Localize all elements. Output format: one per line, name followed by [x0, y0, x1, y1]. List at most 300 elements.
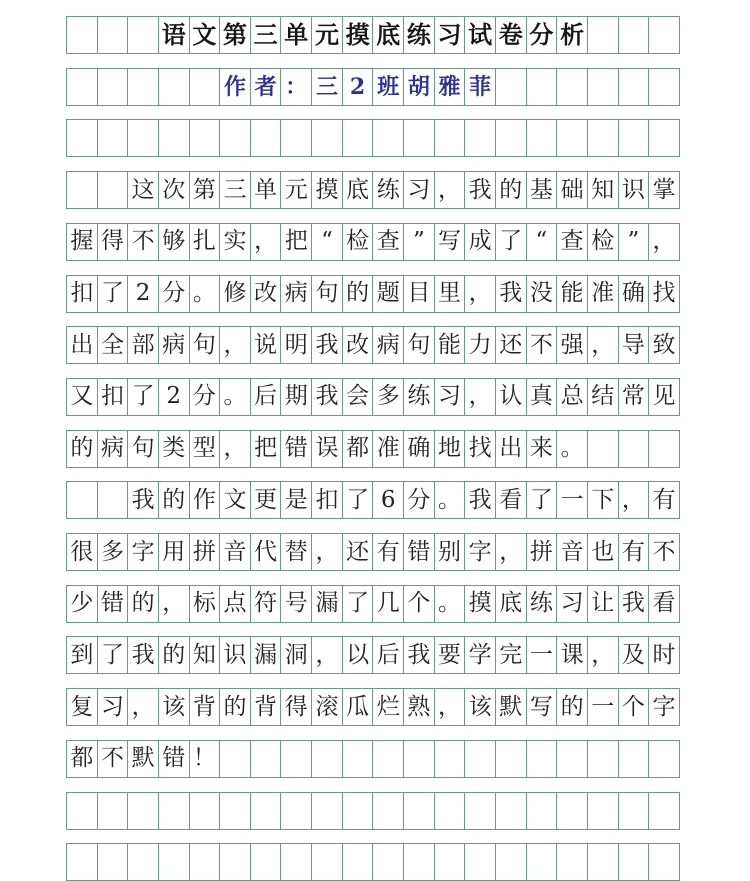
grid-cell-character: 让	[588, 586, 619, 622]
grid-cell-character: 会	[343, 379, 374, 415]
paragraph-1-line	[66, 326, 680, 364]
grid-cell-character: 作	[190, 482, 221, 518]
grid-cell-character: 还	[343, 534, 374, 570]
grid-cell-character: ”	[619, 224, 650, 260]
grid-cell-character: 漏	[251, 637, 282, 673]
grid-cell-empty	[619, 120, 650, 156]
grid-cell-character: 我	[496, 276, 527, 312]
grid-cell-character: 菲	[465, 69, 496, 105]
paragraph-1-line	[66, 275, 680, 313]
grid-cell-character: 确	[619, 276, 650, 312]
grid-cell-character: 要	[435, 637, 466, 673]
grid-cell-empty	[619, 17, 650, 53]
grid-cell-character: 明	[281, 327, 312, 363]
grid-cell-empty	[343, 741, 374, 777]
grid-cell-character: 成	[465, 224, 496, 260]
grid-cell-empty	[281, 844, 312, 880]
grid-cell-empty	[619, 741, 650, 777]
grid-cell-character: 够	[159, 224, 190, 260]
grid-cell-character: 别	[435, 534, 466, 570]
grid-cell-character: 结	[588, 379, 619, 415]
grid-cell-character: 2	[343, 69, 374, 105]
grid-cell-character: 我	[404, 637, 435, 673]
grid-cell-character: 一	[588, 689, 619, 725]
grid-cell-character: 句	[128, 431, 159, 467]
grid-cell-empty	[281, 120, 312, 156]
grid-cell-empty	[496, 69, 527, 105]
grid-cell-character: 分	[190, 379, 221, 415]
grid-cell-character: 单	[251, 172, 282, 208]
grid-cell-character: 烂	[373, 689, 404, 725]
grid-cell-empty	[373, 793, 404, 829]
grid-cell-empty	[67, 482, 98, 518]
grid-cell-character: 第	[220, 17, 251, 53]
grid-cell-character: 第	[190, 172, 221, 208]
blank-row	[66, 843, 680, 881]
grid-cell-character: ，	[128, 689, 159, 725]
grid-cell-character: 出	[67, 327, 98, 363]
grid-cell-character: 扎	[190, 224, 221, 260]
grid-cell-character: 期	[281, 379, 312, 415]
grid-cell-empty	[159, 120, 190, 156]
grid-cell-character: 语	[159, 17, 190, 53]
grid-cell-character: 改	[343, 327, 374, 363]
grid-cell-character: 扣	[312, 482, 343, 518]
grid-cell-character: 扣	[67, 276, 98, 312]
grid-cell-character: 文	[220, 482, 251, 518]
grid-cell-character: 。	[557, 431, 588, 467]
grid-cell-character: 少	[67, 586, 98, 622]
grid-cell-empty	[190, 69, 221, 105]
grid-cell-empty	[281, 741, 312, 777]
grid-cell-empty	[373, 844, 404, 880]
grid-cell-character: 的	[496, 172, 527, 208]
grid-cell-empty	[159, 844, 190, 880]
grid-cell-character: 一	[557, 482, 588, 518]
grid-cell-character: 能	[435, 327, 466, 363]
grid-cell-empty	[159, 69, 190, 105]
grid-cell-character: 文	[190, 17, 221, 53]
grid-cell-empty	[557, 741, 588, 777]
grid-cell-character: 修	[220, 276, 251, 312]
grid-cell-character: 的	[343, 276, 374, 312]
grid-cell-empty	[404, 793, 435, 829]
grid-cell-character: 见	[649, 379, 680, 415]
grid-cell-character: 识	[220, 637, 251, 673]
grid-cell-character: 导	[619, 327, 650, 363]
grid-cell-character: 元	[312, 17, 343, 53]
grid-cell-character: 病	[98, 431, 129, 467]
grid-cell-character: 错	[404, 534, 435, 570]
grid-cell-character: 元	[281, 172, 312, 208]
grid-cell-character: 说	[251, 327, 282, 363]
grid-cell-character: 出	[496, 431, 527, 467]
grid-cell-empty	[496, 120, 527, 156]
grid-cell-empty	[343, 793, 374, 829]
grid-cell-character: 总	[557, 379, 588, 415]
grid-cell-character: 把	[251, 431, 282, 467]
grid-cell-empty	[128, 69, 159, 105]
grid-cell-character: 背	[251, 689, 282, 725]
grid-cell-empty	[251, 793, 282, 829]
grid-cell-character: 三	[312, 69, 343, 105]
grid-cell-character: 漏	[312, 586, 343, 622]
paragraph-2-line	[66, 740, 680, 778]
grid-cell-character: 熟	[404, 689, 435, 725]
grid-cell-empty	[649, 431, 680, 467]
grid-cell-character: 习	[557, 586, 588, 622]
grid-cell-empty	[343, 844, 374, 880]
grid-cell-character: 错	[281, 431, 312, 467]
grid-cell-empty	[67, 17, 98, 53]
grid-cell-character: ，	[588, 327, 619, 363]
grid-cell-empty	[190, 844, 221, 880]
author-row	[66, 68, 680, 106]
grid-cell-character: 看	[496, 482, 527, 518]
grid-cell-character: 基	[527, 172, 558, 208]
grid-cell-character: 卷	[496, 17, 527, 53]
grid-cell-empty	[496, 793, 527, 829]
grid-cell-character: ，	[312, 534, 343, 570]
grid-cell-character: 了	[98, 276, 129, 312]
grid-cell-empty	[649, 741, 680, 777]
grid-cell-character: 洞	[281, 637, 312, 673]
grid-cell-character: 练	[373, 172, 404, 208]
grid-cell-empty	[220, 844, 251, 880]
grid-cell-character: 真	[527, 379, 558, 415]
grid-cell-character: ，	[251, 224, 282, 260]
grid-cell-character: 错	[159, 741, 190, 777]
grid-cell-empty	[67, 120, 98, 156]
grid-cell-character: 点	[220, 586, 251, 622]
grid-cell-character: 里	[435, 276, 466, 312]
grid-cell-empty	[67, 793, 98, 829]
grid-cell-character: 有	[619, 534, 650, 570]
grid-cell-character: 替	[281, 534, 312, 570]
grid-cell-character: 题	[373, 276, 404, 312]
grid-cell-character: 握	[67, 224, 98, 260]
grid-cell-character: ！	[190, 741, 221, 777]
grid-cell-empty	[98, 69, 129, 105]
grid-cell-character: 代	[251, 534, 282, 570]
grid-cell-character: 该	[465, 689, 496, 725]
grid-cell-character: 号	[281, 586, 312, 622]
grid-cell-character: 错	[98, 586, 129, 622]
grid-cell-character: 查	[373, 224, 404, 260]
grid-cell-character: 到	[67, 637, 98, 673]
grid-cell-character: 致	[649, 327, 680, 363]
grid-cell-empty	[649, 844, 680, 880]
grid-cell-character: 拼	[527, 534, 558, 570]
grid-cell-empty	[251, 741, 282, 777]
grid-cell-character: 部	[128, 327, 159, 363]
grid-cell-character: ，	[588, 637, 619, 673]
grid-cell-character: 者	[251, 69, 282, 105]
grid-cell-empty	[557, 793, 588, 829]
grid-cell-empty	[67, 844, 98, 880]
paragraph-1-line	[66, 430, 680, 468]
grid-cell-empty	[128, 120, 159, 156]
title-row	[66, 16, 680, 54]
grid-cell-character: 改	[251, 276, 282, 312]
grid-cell-character: ，	[435, 172, 466, 208]
grid-cell-character: 不	[128, 224, 159, 260]
grid-cell-empty	[588, 120, 619, 156]
grid-cell-character: 识	[619, 172, 650, 208]
grid-cell-character: 还	[496, 327, 527, 363]
grid-cell-empty	[527, 844, 558, 880]
grid-cell-character: 三	[220, 172, 251, 208]
grid-cell-empty	[588, 793, 619, 829]
grid-cell-character: 作	[220, 69, 251, 105]
grid-cell-character: 练	[404, 17, 435, 53]
grid-cell-character: 的	[220, 689, 251, 725]
grid-cell-character: 分	[159, 276, 190, 312]
grid-cell-character: 习	[98, 689, 129, 725]
grid-cell-empty	[588, 17, 619, 53]
grid-cell-character: 个	[404, 586, 435, 622]
grid-cell-character: ，	[496, 534, 527, 570]
grid-cell-character: 都	[343, 431, 374, 467]
grid-cell-character: 了	[527, 482, 558, 518]
grid-cell-empty	[404, 844, 435, 880]
grid-cell-character: 不	[649, 534, 680, 570]
grid-cell-character: 了	[128, 379, 159, 415]
grid-cell-empty	[649, 793, 680, 829]
grid-cell-character: 我	[128, 637, 159, 673]
grid-cell-empty	[220, 120, 251, 156]
grid-cell-empty	[251, 120, 282, 156]
grid-cell-character: ，	[220, 431, 251, 467]
grid-cell-character: 析	[557, 17, 588, 53]
grid-cell-empty	[98, 793, 129, 829]
grid-cell-character: 。	[220, 379, 251, 415]
grid-cell-character: ，	[435, 689, 466, 725]
grid-cell-character: 得	[281, 689, 312, 725]
grid-cell-character: 课	[557, 637, 588, 673]
grid-cell-character: 。	[435, 482, 466, 518]
grid-cell-character: 句	[312, 276, 343, 312]
grid-cell-empty	[496, 844, 527, 880]
grid-cell-character: 检	[588, 224, 619, 260]
grid-cell-character: 的	[67, 431, 98, 467]
grid-cell-empty	[67, 69, 98, 105]
grid-cell-character: 习	[404, 172, 435, 208]
grid-cell-character: 符	[251, 586, 282, 622]
grid-cell-character: 把	[281, 224, 312, 260]
grid-cell-character: 习	[435, 379, 466, 415]
grid-cell-character: 有	[649, 482, 680, 518]
grid-cell-character: ，	[220, 327, 251, 363]
paragraph-2-line	[66, 636, 680, 674]
grid-cell-character: 用	[159, 534, 190, 570]
grid-cell-character: 滚	[312, 689, 343, 725]
grid-cell-character: 单	[281, 17, 312, 53]
grid-cell-empty	[128, 793, 159, 829]
grid-cell-character: 几	[373, 586, 404, 622]
grid-cell-character: 了	[343, 586, 374, 622]
grid-cell-character: 检	[343, 224, 374, 260]
grid-cell-empty	[465, 120, 496, 156]
grid-cell-empty	[527, 741, 558, 777]
grid-cell-character: 全	[98, 327, 129, 363]
grid-cell-character: 字	[128, 534, 159, 570]
grid-cell-character: 查	[557, 224, 588, 260]
grid-cell-character: 得	[98, 224, 129, 260]
grid-cell-character: “	[527, 224, 558, 260]
grid-cell-empty	[404, 120, 435, 156]
paragraph-2-line	[66, 533, 680, 571]
grid-cell-empty	[67, 172, 98, 208]
grid-cell-character: 底	[496, 586, 527, 622]
grid-cell-character: 三	[251, 17, 282, 53]
grid-cell-character: 写	[527, 689, 558, 725]
grid-cell-character: 句	[190, 327, 221, 363]
grid-cell-character: 字	[465, 534, 496, 570]
grid-cell-character: 以	[343, 637, 374, 673]
grid-cell-character: 目	[404, 276, 435, 312]
grid-cell-character: 病	[281, 276, 312, 312]
grid-cell-empty	[435, 793, 466, 829]
grid-cell-character: 班	[373, 69, 404, 105]
grid-cell-character: 扣	[98, 379, 129, 415]
grid-cell-empty	[527, 120, 558, 156]
grid-cell-character: ，	[465, 379, 496, 415]
grid-cell-character: 的	[159, 637, 190, 673]
grid-cell-character: 胡	[404, 69, 435, 105]
grid-cell-character: 摸	[312, 172, 343, 208]
grid-cell-empty	[649, 17, 680, 53]
grid-cell-empty	[619, 793, 650, 829]
grid-cell-character: 音	[220, 534, 251, 570]
grid-cell-empty	[588, 741, 619, 777]
grid-cell-empty	[527, 69, 558, 105]
grid-cell-character: 后	[373, 637, 404, 673]
paragraph-1-line	[66, 223, 680, 261]
grid-cell-empty	[159, 793, 190, 829]
paragraph-1-line	[66, 171, 680, 209]
grid-cell-character: 也	[588, 534, 619, 570]
grid-cell-character: 类	[159, 431, 190, 467]
grid-cell-character: 2	[128, 276, 159, 312]
grid-cell-character: 的	[557, 689, 588, 725]
grid-cell-character: 确	[404, 431, 435, 467]
grid-cell-character: 默	[128, 741, 159, 777]
grid-cell-character: 复	[67, 689, 98, 725]
grid-cell-empty	[190, 793, 221, 829]
grid-cell-character: 找	[649, 276, 680, 312]
grid-cell-empty	[649, 120, 680, 156]
grid-cell-empty	[496, 741, 527, 777]
grid-cell-character: 知	[190, 637, 221, 673]
grid-cell-empty	[220, 793, 251, 829]
grid-cell-character: 练	[527, 586, 558, 622]
grid-cell-character: 6	[373, 482, 404, 518]
grid-cell-character: 2	[159, 379, 190, 415]
paragraph-2-line	[66, 481, 680, 519]
grid-cell-character: 音	[557, 534, 588, 570]
grid-cell-character: 了	[343, 482, 374, 518]
grid-cell-character: 这	[128, 172, 159, 208]
grid-cell-character: 分	[527, 17, 558, 53]
grid-cell-empty	[588, 69, 619, 105]
grid-cell-empty	[98, 482, 129, 518]
grid-cell-character: 实	[220, 224, 251, 260]
grid-cell-character: ：	[281, 69, 312, 105]
grid-cell-character: 看	[649, 586, 680, 622]
grid-cell-character: 该	[159, 689, 190, 725]
grid-cell-empty	[588, 844, 619, 880]
grid-cell-character: 时	[649, 637, 680, 673]
grid-cell-character: 准	[373, 431, 404, 467]
grid-cell-character: 是	[281, 482, 312, 518]
grid-cell-character: 学	[465, 637, 496, 673]
grid-cell-character: 。	[435, 586, 466, 622]
grid-cell-empty	[404, 741, 435, 777]
grid-cell-character: 我	[465, 482, 496, 518]
grid-cell-character: 句	[404, 327, 435, 363]
grid-cell-character: 强	[557, 327, 588, 363]
grid-cell-character: 下	[588, 482, 619, 518]
grid-cell-empty	[527, 793, 558, 829]
grid-cell-character: 摸	[343, 17, 374, 53]
grid-cell-character: 不	[527, 327, 558, 363]
grid-cell-empty	[312, 741, 343, 777]
grid-cell-empty	[435, 741, 466, 777]
grid-cell-empty	[281, 793, 312, 829]
grid-cell-character: 写	[435, 224, 466, 260]
grid-cell-character: 更	[251, 482, 282, 518]
grid-cell-empty	[312, 844, 343, 880]
grid-cell-character: 底	[343, 172, 374, 208]
grid-cell-character: ，	[619, 482, 650, 518]
grid-cell-character: 多	[98, 534, 129, 570]
grid-cell-character: 拼	[190, 534, 221, 570]
grid-cell-character: 我	[312, 379, 343, 415]
grid-cell-character: 我	[312, 327, 343, 363]
grid-cell-character: ，	[312, 637, 343, 673]
grid-cell-character: ”	[404, 224, 435, 260]
paragraph-1-line	[66, 378, 680, 416]
grid-cell-character: 标	[190, 586, 221, 622]
grid-cell-character: 病	[373, 327, 404, 363]
grid-cell-character: 我	[619, 586, 650, 622]
grid-cell-empty	[251, 844, 282, 880]
grid-cell-character: 个	[619, 689, 650, 725]
blank-row	[66, 119, 680, 157]
grid-cell-empty	[220, 741, 251, 777]
grid-cell-character: 又	[67, 379, 98, 415]
grid-cell-character: 。	[190, 276, 221, 312]
grid-cell-character: 不	[98, 741, 129, 777]
grid-cell-character: 找	[465, 431, 496, 467]
grid-cell-character: 力	[465, 327, 496, 363]
grid-cell-empty	[619, 844, 650, 880]
grid-cell-character: 准	[588, 276, 619, 312]
grid-cell-character: 雅	[435, 69, 466, 105]
grid-cell-character: 知	[588, 172, 619, 208]
grid-cell-empty	[557, 844, 588, 880]
paragraph-2-line	[66, 585, 680, 623]
grid-cell-character: 了	[496, 224, 527, 260]
grid-cell-empty	[373, 120, 404, 156]
grid-cell-character: 型	[190, 431, 221, 467]
grid-cell-character: 我	[128, 482, 159, 518]
grid-cell-character: 次	[159, 172, 190, 208]
grid-cell-empty	[465, 741, 496, 777]
grid-cell-empty	[312, 793, 343, 829]
grid-cell-empty	[373, 741, 404, 777]
